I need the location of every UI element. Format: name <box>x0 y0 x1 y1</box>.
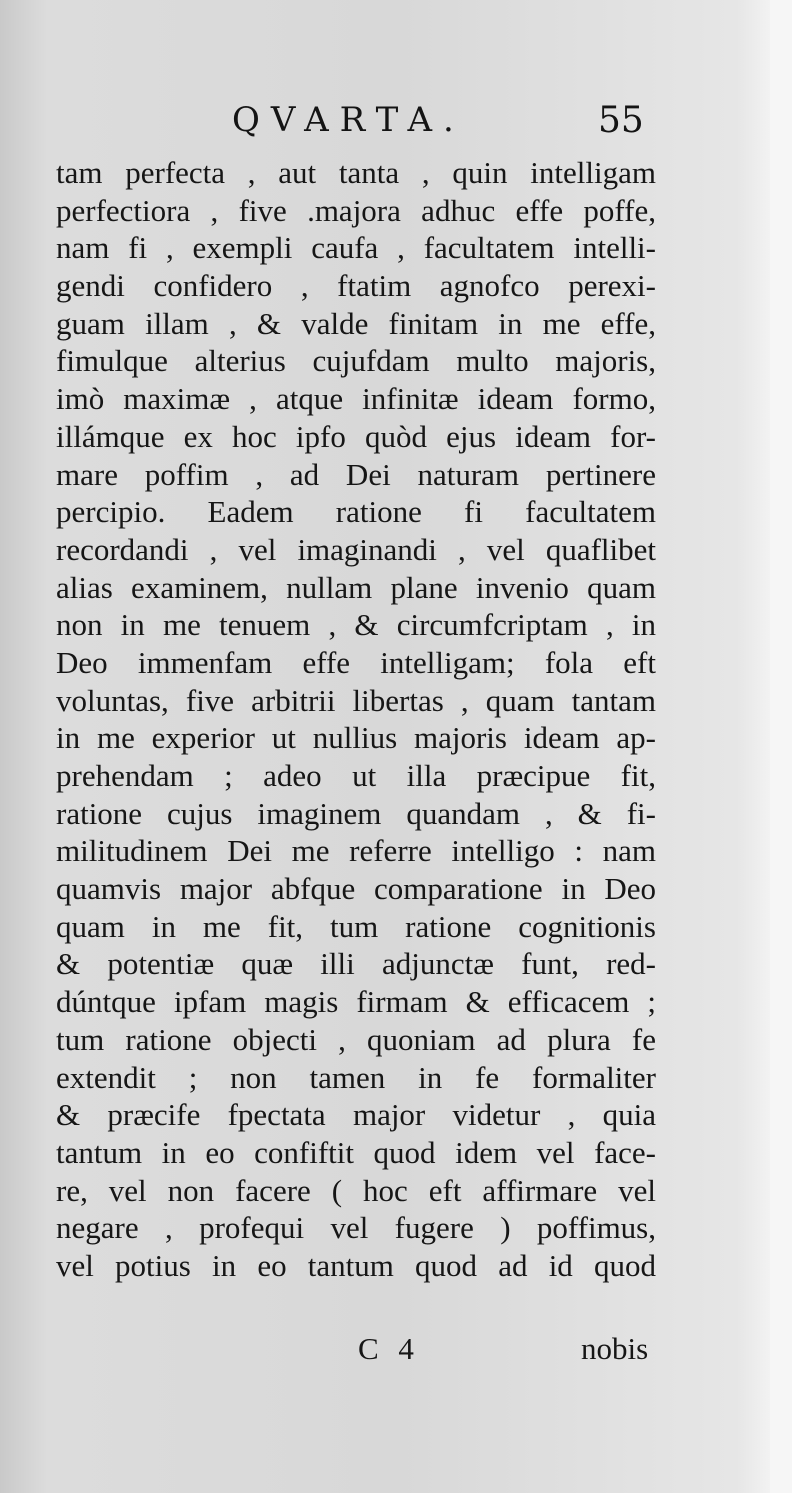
page-footer <box>0 1331 792 1373</box>
text-line: Deo immenfam effe intelligam; fola eft <box>56 644 656 680</box>
text-line: alias examinem, nullam plane invenio quam <box>56 569 656 605</box>
text-line: quamvis major abfque comparatione in Deo <box>56 871 656 907</box>
text-line: tantum in eo confiftit quod idem vel face- <box>56 1134 656 1170</box>
text-line: imò maximæ , atque infinitæ ideam formo, <box>56 381 656 417</box>
running-head: QVARTA. <box>232 100 465 140</box>
text-line: dúntque ipfam magis firmam & efficacem ; <box>56 984 656 1020</box>
text-line: guam illam , & valde finitam in me effe, <box>56 305 656 341</box>
text-line: gendi confidero , ftatim agnofco perexi- <box>56 268 656 304</box>
text-line: & potentiæ quæ illi adjunctæ funt, red- <box>56 946 656 982</box>
page-header <box>0 100 792 150</box>
text-line: negare , profequi vel fugere ) poffimus, <box>56 1210 656 1246</box>
page-edge <box>770 0 792 1493</box>
text-line: nam fi , exempli caufa , facultatem intelli- <box>56 230 656 266</box>
text-line: percipio. Eadem ratione fi facultatem <box>56 494 656 530</box>
text-line: extendit ; non tamen in fe formaliter <box>56 1059 656 1095</box>
text-line: tam perfecta , aut tanta , quin intelligam <box>56 155 656 190</box>
text-line: non in me tenuem , & circumfcriptam , in <box>56 607 656 643</box>
text-line: ratione cujus imaginem quandam , & fi- <box>56 795 656 831</box>
text-line: recordandi , vel imaginandi , vel quaflibet <box>56 531 656 567</box>
text-line: fimulque alterius cujufdam multo majoris, <box>56 343 656 379</box>
text-line: perfectiora , five .majora adhuc effe poffe, <box>56 192 656 228</box>
text-line: vel potius in eo tantum quod ad id quod <box>56 1247 656 1283</box>
text-line: illámque ex hoc ipfo quòd ejus ideam for- <box>56 418 656 454</box>
catchword: nobis <box>581 1331 649 1366</box>
text-line: voluntas, five arbitrii libertas , quam tantam <box>56 682 656 718</box>
text-line: & præcife fpectata major videtur , quia <box>56 1097 656 1133</box>
page-number: 55 <box>598 100 644 141</box>
text-line: re, vel non facere ( hoc eft affirmare vel <box>56 1172 656 1208</box>
body-text <box>56 154 656 1285</box>
text-line: quam in me fit, tum ratione cognitionis <box>56 908 656 944</box>
text-line: prehendam ; adeo ut illa præcipue fit, <box>56 758 656 793</box>
text-line: militudinem Dei me referre intelligo : nam <box>56 833 656 869</box>
text-line: mare poffim , ad Dei naturam pertinere <box>56 456 656 492</box>
signature-mark: C 4 <box>358 1331 420 1366</box>
text-line: tum ratione objecti , quoniam ad plura fe <box>56 1021 656 1057</box>
text-line: in me experior ut nullius majoris ideam ap- <box>56 720 656 756</box>
